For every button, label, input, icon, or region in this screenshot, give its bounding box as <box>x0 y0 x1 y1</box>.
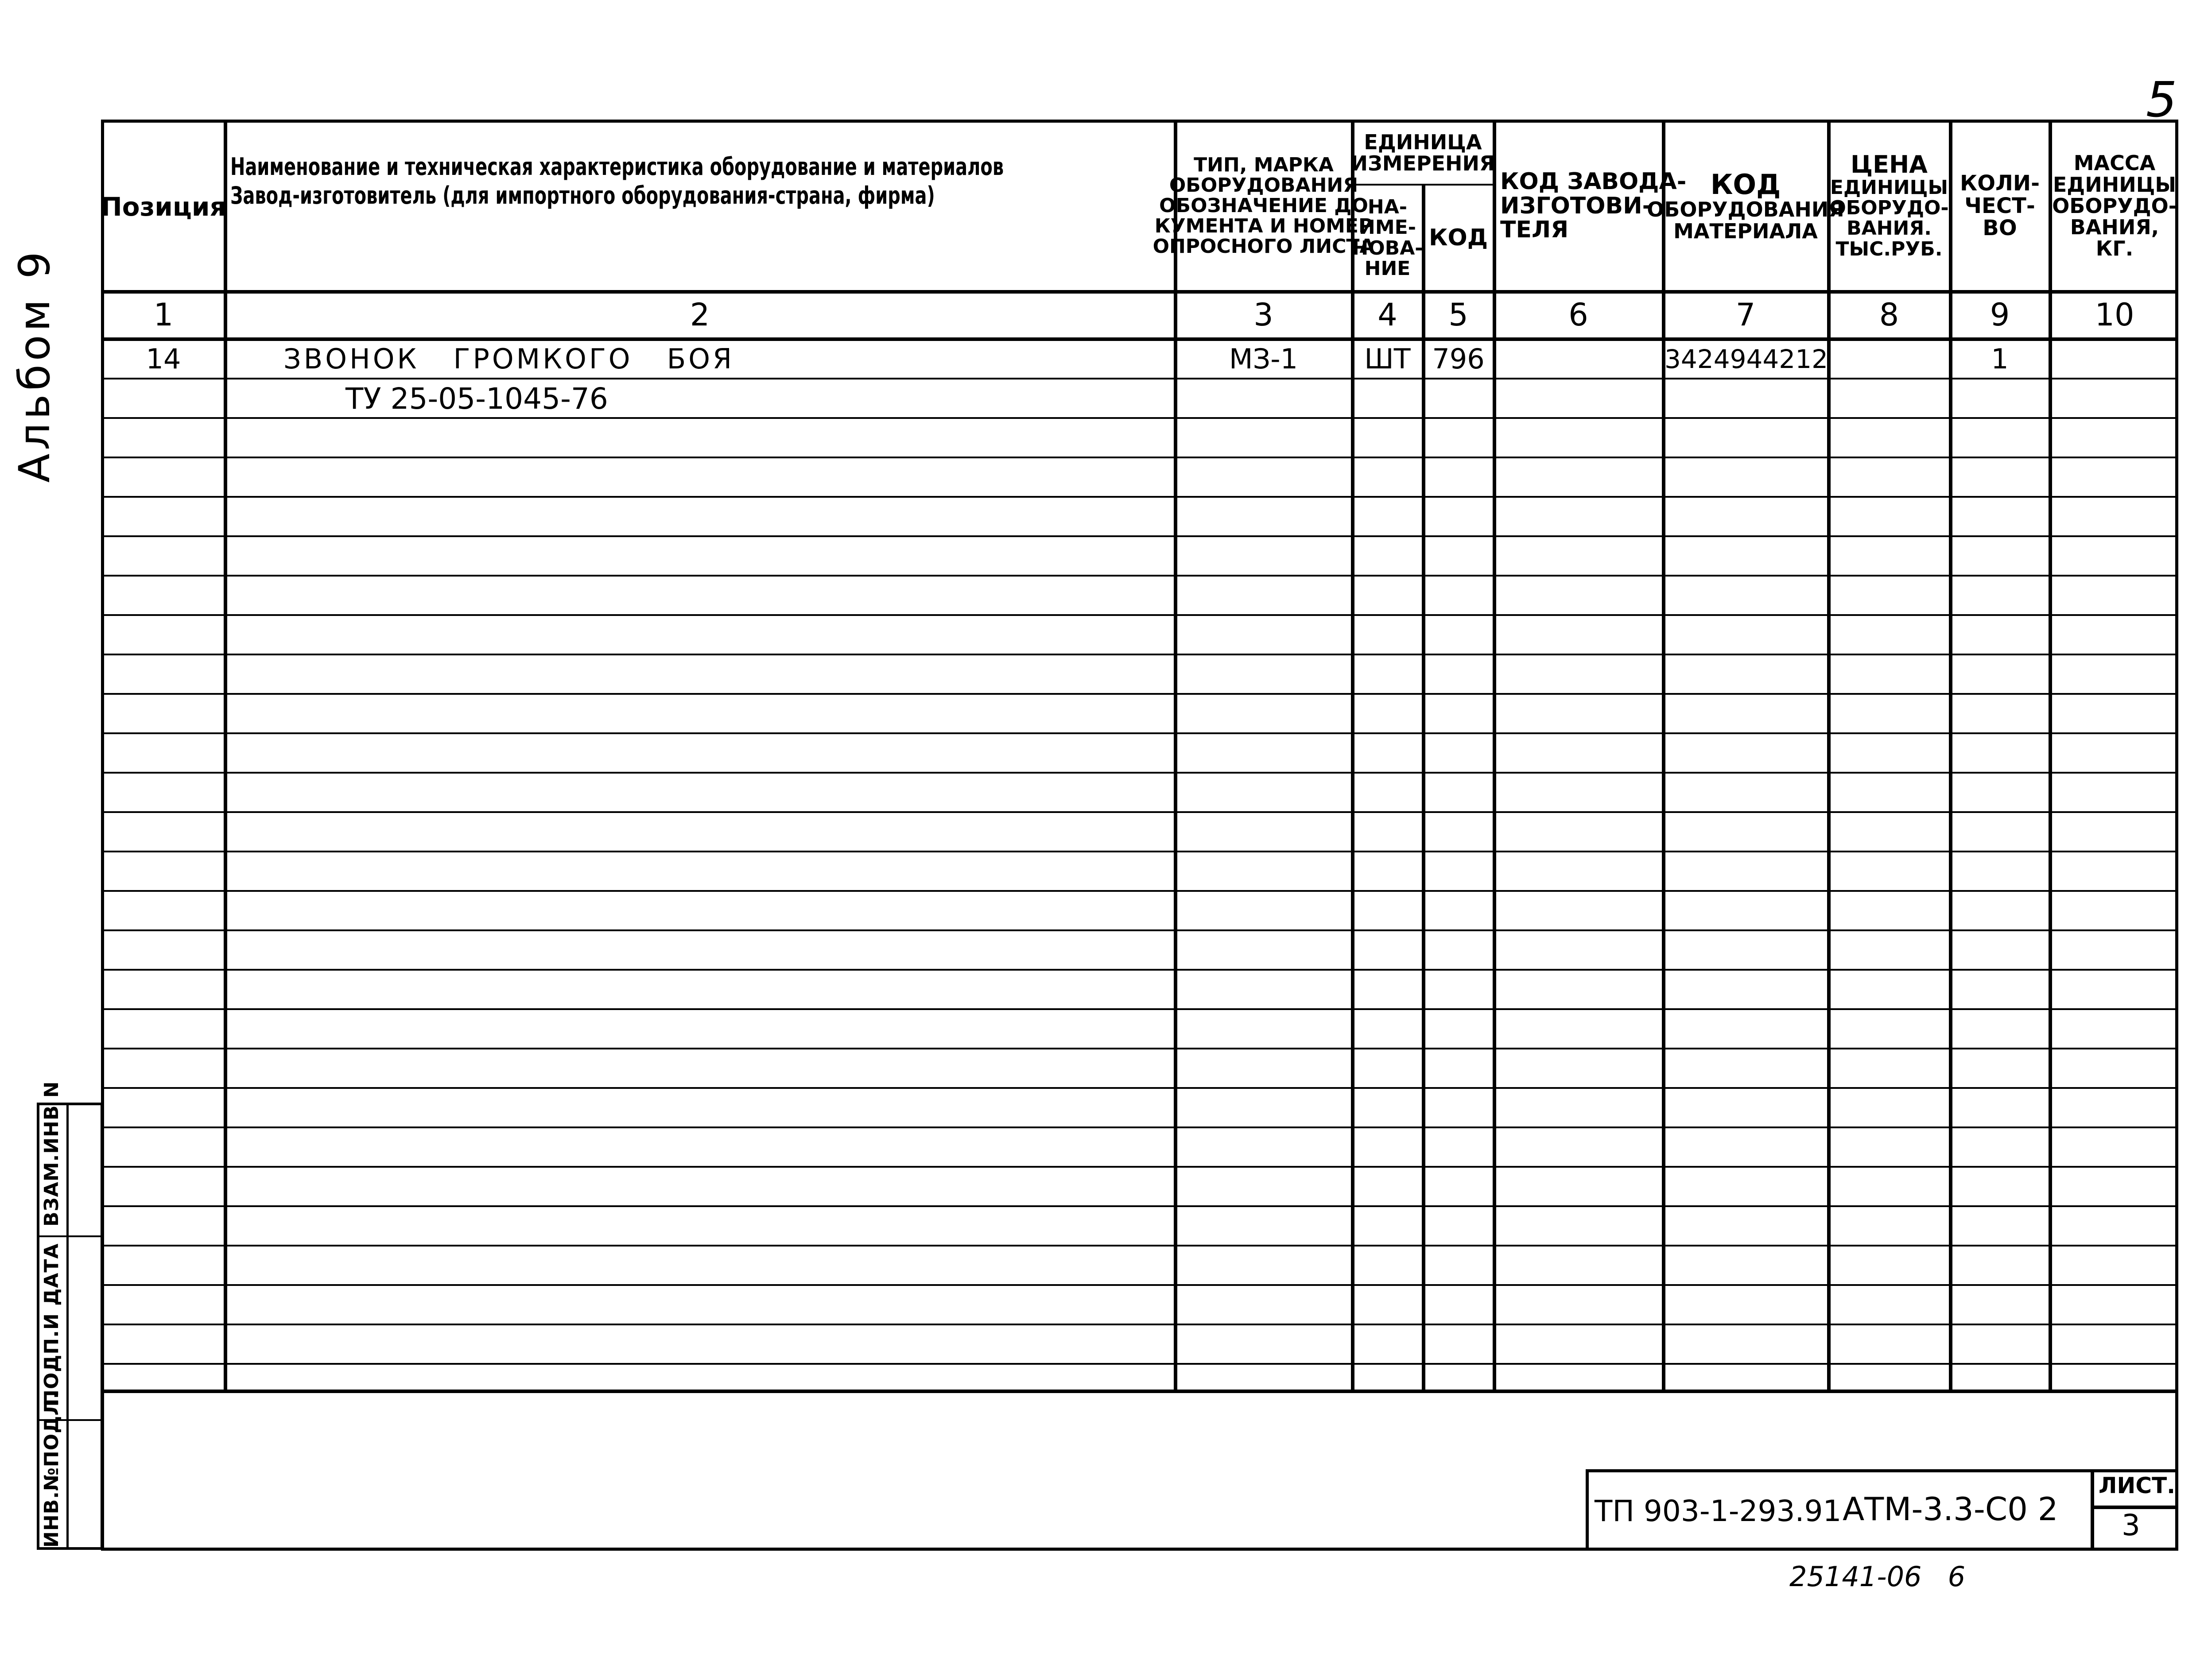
header-mass-line: ВАНИЯ, <box>2070 215 2159 240</box>
header-type-line: ТИП, МАРКА <box>1194 153 1334 176</box>
header-mass <box>2051 122 2178 290</box>
footer-code: 25141-06 6 <box>1789 1560 1966 1593</box>
cell-factory-code <box>1495 340 1662 378</box>
document-sheet-code: АТМ-3.3-С0 2 <box>1843 1490 2058 1528</box>
header-quantity-line: ЧЕСТ- <box>1964 193 2035 218</box>
row-line <box>101 1284 2178 1286</box>
cell-position: 14 <box>146 342 181 375</box>
header-mass-line: ОБОРУДО- <box>2052 194 2177 218</box>
colnum-1: 1 <box>153 297 174 333</box>
row-line <box>101 1245 2178 1246</box>
header-unit-line: ЕДИНИЦА <box>1364 130 1482 154</box>
colnum-3: 3 <box>1253 297 1273 333</box>
row-line <box>101 851 2178 852</box>
row-line <box>101 811 2178 813</box>
row-line <box>101 1008 2178 1010</box>
row-line <box>101 1087 2178 1089</box>
row-line <box>101 732 2178 734</box>
row-line <box>101 496 2178 498</box>
header-factory-code <box>1495 122 1687 290</box>
row-line <box>101 575 2178 577</box>
row-line <box>101 772 2178 774</box>
header-quantity-line: ВО <box>1983 216 2017 241</box>
header-price-line: ОБОРУДО- <box>1829 197 1949 220</box>
cell-type-mark: МЗ-1 <box>1229 342 1298 375</box>
colnum-10: 10 <box>2095 297 2134 333</box>
row-line <box>101 1363 2178 1365</box>
header-position <box>103 124 224 290</box>
cell-price <box>1829 340 1949 378</box>
header-quantity-line: КОЛИ- <box>1960 171 2040 196</box>
header-type-line: ОПРОСНОГО ЛИСТА <box>1152 235 1375 258</box>
cell-name: ЗВОНОК ГРОМКОГО БОЯ <box>283 342 735 375</box>
header-factory-line: ИЗГОТОВИ- <box>1500 192 1652 219</box>
row-line <box>101 1166 2178 1168</box>
sheet-number: 3 <box>2122 1508 2140 1542</box>
page-number: 5 <box>2146 71 2177 128</box>
row-line <box>101 614 2178 616</box>
colnum-5: 5 <box>1448 297 1468 333</box>
header-name-line1: Наименование и техническая характеристика оборудование и материалов <box>230 153 1004 181</box>
header-price-line: ЦЕНА <box>1851 151 1928 179</box>
document-designation: ТП 903-1-293.91 <box>1595 1494 1842 1528</box>
header-type-line: ОБОРУДОВАНИЯ <box>1169 174 1358 197</box>
row-line <box>101 1205 2178 1207</box>
row-line <box>101 1048 2178 1049</box>
header-mass-line: ЕДИНИЦЫ <box>2053 172 2177 197</box>
header-unit-line: ИЗМЕРЕНИЯ <box>1350 151 1495 175</box>
stamp-inv-podl: ИНВ.№ПОДЛ. <box>40 1391 63 1548</box>
header-type-line: ОБОЗНАЧЕНИЕ ДО <box>1159 194 1368 217</box>
row-line <box>101 1324 2178 1325</box>
row-line <box>101 535 2178 537</box>
header-mass-line: КГ. <box>2095 236 2134 261</box>
side-stamp-divider <box>66 1103 69 1550</box>
title-block-divider <box>2091 1469 2094 1551</box>
header-price-line: ТЫС.РУБ. <box>1835 237 1943 260</box>
header-unit-name-line: НОВА- <box>1352 236 1423 259</box>
header-unit-name <box>1353 186 1422 290</box>
colnum-9: 9 <box>1990 297 2010 333</box>
cell-equipment-code: 3424944212 <box>1665 344 1828 374</box>
cell-mass <box>2051 340 2178 378</box>
row-line <box>101 457 2178 458</box>
table-bottom-line <box>101 1390 2178 1393</box>
header-equipment-code <box>1647 122 1844 290</box>
header-price <box>1829 122 1949 290</box>
header-unit-code-text: КОД <box>1428 225 1488 252</box>
header-equipment-line: ОБОРУДОВАНИЯ <box>1647 197 1844 222</box>
header-unit-group <box>1350 122 1495 184</box>
cell-name-sub: ТУ 25-05-1045-76 <box>345 381 608 416</box>
row-line <box>101 1126 2178 1128</box>
header-unit-name-line: НИЕ <box>1364 257 1411 280</box>
header-type-line: КУМЕНТА И НОМЕР <box>1154 215 1373 238</box>
colnum-4: 4 <box>1378 297 1397 333</box>
header-factory-line: ТЕЛЯ <box>1500 217 1569 244</box>
header-unit-name-line: НА- <box>1367 196 1408 219</box>
row-line <box>101 890 2178 892</box>
sheet-label: ЛИСТ. <box>2099 1473 2176 1498</box>
cell-unit-code: 796 <box>1432 342 1485 375</box>
cell-unit-name: ШТ <box>1364 342 1411 375</box>
cell-quantity: 1 <box>1991 342 2009 375</box>
header-position-text: Позиция <box>101 192 226 222</box>
colnum-6: 6 <box>1568 297 1588 333</box>
header-quantity <box>1951 122 2049 290</box>
header-name-line2: Завод-изготовитель (для импортного оборудования-страна, фирма) <box>230 181 935 209</box>
header-unit-code <box>1424 186 1493 290</box>
album-label: Альбом 9 <box>10 248 59 483</box>
row-line <box>101 378 2178 379</box>
header-price-line: ЕДИНИЦЫ <box>1830 176 1948 199</box>
colnum-7: 7 <box>1735 297 1756 333</box>
side-stamp-divider <box>37 1235 103 1237</box>
stamp-vzam-inv: ВЗАМ.ИНВ N <box>40 1081 63 1227</box>
header-type-mark <box>1152 122 1375 290</box>
header-factory-line: КОД ЗАВОДА- <box>1500 168 1687 195</box>
header-mass-line: МАССА <box>2073 151 2156 175</box>
header-equipment-line: МАТЕРИАЛА <box>1673 219 1818 243</box>
row-line <box>101 693 2178 695</box>
row-line <box>101 654 2178 655</box>
row-line <box>101 969 2178 971</box>
colnum-2: 2 <box>690 297 710 333</box>
header-price-line: ВАНИЯ. <box>1847 217 1932 240</box>
header-equipment-line: КОД <box>1710 168 1781 201</box>
header-name <box>230 153 1172 210</box>
colnum-8: 8 <box>1879 297 1899 333</box>
row-line <box>101 929 2178 931</box>
stamp-podp-data: ПОДП.И ДАТА <box>40 1243 63 1406</box>
unit-group-line <box>1351 184 1493 186</box>
header-unit-name-line: ИМЕ- <box>1359 216 1416 239</box>
